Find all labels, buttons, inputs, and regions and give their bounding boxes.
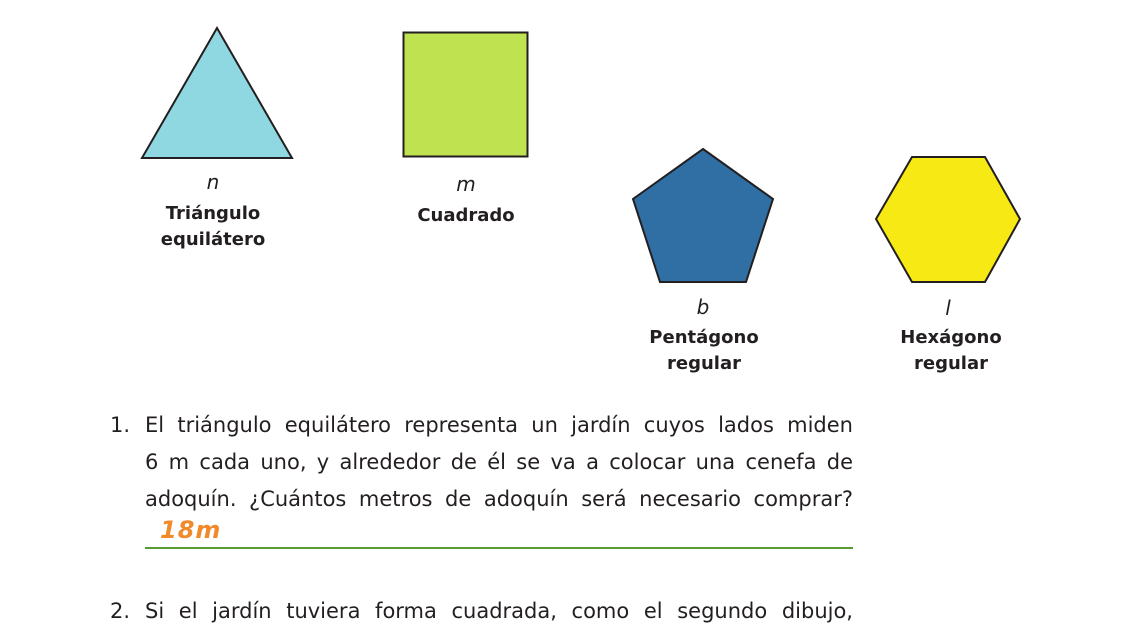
hexagon-shape xyxy=(874,155,1023,285)
question-1-line: 6 m cada uno, y alrededor de él se va a colocar una cenefa de xyxy=(145,450,853,474)
pentagon-label-line2: regular xyxy=(667,353,741,374)
square-shape xyxy=(402,31,530,159)
pentagon-side-variable: b xyxy=(696,295,710,319)
question-1-number: 1. xyxy=(110,413,131,437)
question-1-text xyxy=(145,407,853,518)
hexagon-side-variable: l xyxy=(945,296,951,320)
triangle-label-line2: equilátero xyxy=(160,229,266,250)
question-1-line: El triángulo equilátero representa un jardín cuyos lados miden xyxy=(145,413,853,437)
square-side-variable: m xyxy=(456,172,476,196)
question-2-number: 2. xyxy=(110,599,131,623)
triangle-label-line1: Triángulo xyxy=(165,203,261,224)
answer-line xyxy=(145,547,853,549)
hexagon-label xyxy=(851,325,1051,377)
pentagon-shape xyxy=(630,147,776,285)
triangle-label xyxy=(113,201,313,253)
square-label-line1: Cuadrado xyxy=(417,205,515,226)
square-label xyxy=(366,203,566,229)
question-1-line: adoquín. ¿Cuántos metros de adoquín será necesario comprar? xyxy=(145,487,853,511)
question-2-line: Si el jardín tuviera forma cuadrada, como el segundo dibujo, xyxy=(145,599,853,623)
pentagon-label-line1: Pentágono xyxy=(649,327,759,348)
question-1-handwritten-answer: 18m xyxy=(160,516,222,544)
hexagon-label-line1: Hexágono xyxy=(900,327,1002,348)
pentagon-label xyxy=(604,325,804,377)
question-2-text xyxy=(145,593,853,630)
triangle-side-variable: n xyxy=(206,170,220,194)
equilateral-triangle-shape xyxy=(140,26,294,160)
hexagon-label-line2: regular xyxy=(914,353,988,374)
